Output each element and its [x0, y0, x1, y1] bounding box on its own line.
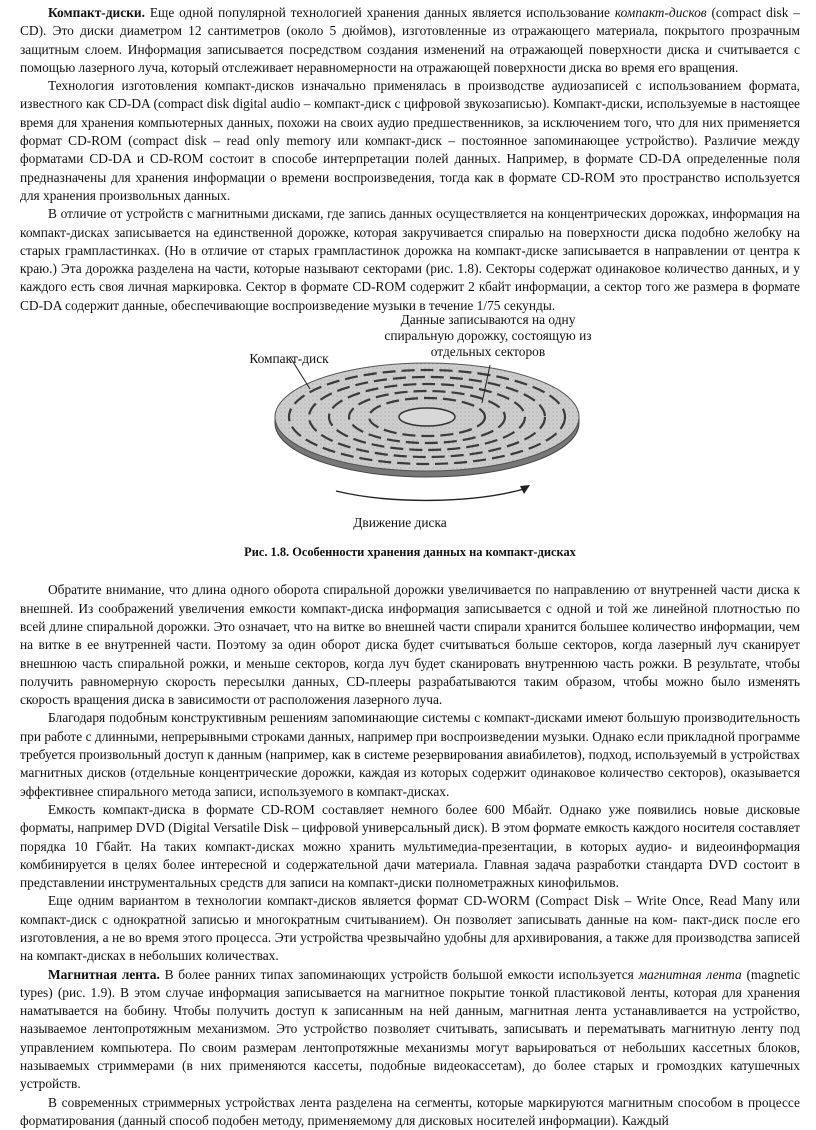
- paragraph-performance: Благодаря подобным конструктивным решениям запоминающие системы с компакт-дисками имеют большую производительность при работе с длинными, непрерывными строками данных, например при воспроизведении музыки. Однако если прикладной программе требуется произвольный доступ к данным (например, как в системе резервирования авиабилетов), подход, используемый в устройствах магнитных дисков (отдельные концентрические дорожки, каждая из которых содержит одинаковое количество секторов), оказывается эффективнее спирального метода записи, используемого в компакт-дисках.: [20, 710, 800, 799]
- term-magnetic-tape: магнитная лента: [638, 966, 742, 982]
- paragraph-cd-spiral-track: В отличие от устройств с магнитными дисками, где запись данных осуществляется на концентрических дорожках, информация на компакт-дисках записывается на единственной дорожке, которая закручивается спиралью на поверхности диска подобно желобку на старых грампластинках. (Но в отличие от старых грампластинок дорожка на компакт-диске записывается в направлении от центра к краю.) Эта дорожка разделена на части, которые называют секторами (рис. 1.8). Секторы содержат одинаковое количество данных, и у каждого есть своя личная маркировка. Сектор в формате CD-ROM содержит 2 кбайт информации, а сектор того же размера в формате CD-DA содержит данные, обеспечивающие воспроизведение музыки в течение 1/75 секунды.: [20, 206, 800, 313]
- term-compact-disks: компакт-дисков: [614, 5, 707, 20]
- document-page: [20, 4, 800, 1130]
- paragraph-cd-intro: Компакт-диски. Еще одной популярной технологией хранения данных является использование компакт-дисков (compact disk – CD). Это диски диаметром 12 сантиметров (около 5 дюймов), изготовленные из отражающего материала, покрытого прозрачным защитным слоем. Информация записывается посредством создания изменений на отражающей поверхности диска и считывается с помощью лазерного луча, который отслеживает неравномерности на отражающей поверхности диска во время его вращения.: [20, 5, 800, 75]
- figure-caption: Рис. 1.8. Особенности хранения данных на компакт-дисках: [244, 545, 576, 560]
- label-compact-disk: Компакт-диск: [249, 351, 329, 367]
- figure-cd-data-storage: [20, 312, 800, 543]
- paragraph-streamer: В современных стриммерных устройствах лента разделена на сегменты, которые маркируются магнитным способом в процессе форматирования (данный способ подобен методу, применяемому для дисковых носителей информации). Каждый: [20, 1094, 800, 1128]
- label-disk-motion: Движение диска: [353, 515, 447, 531]
- paragraph-cd-technology: Технология изготовления компакт-дисков изначально применялась в производстве аудиозаписей с использованием формата, известного как CD-DA (compact disk digital audio – компакт-диск с цифровой звукозаписью). Компакт-диски, используемые в настоящее время для хранения компьютерных данных, похожи на своих аудио предшественников, за исключением того, что для них применяется формат CD-ROM (compact disk – read only memory или компакт-диск – постоянное запоминающее устройство). Различие между форматами CD-DA и CD-ROM состоит в способе интерпретации полей данных. Например, в формате CD-DA определенные поля предназначены для хранения информации о времени воспроизведения, тогда как в формате CD-ROM это пространство используется для хранения произвольных данных.: [20, 78, 800, 203]
- paragraph-capacity: Емкость компакт-диска в формате CD-ROM составляет немного более 600 Мбайт. Однако уже появились новые дисковые форматы, например DVD (Digital Versatile Disk – цифровой универсальный диск). В этом формате емкость каждого носителя составляет порядка 10 Гбайт. На таких компакт-дисках можно хранить мультимедиа-презентации, в которых аудио- и видеоинформация комбинируется в целях более интересной и содержательной дачи материала. Главная задача разработки стандарта DVD состоит в представлении инструментальных средств для записи на компакт-диски полнометражных кинофильмов.: [20, 801, 800, 891]
- paragraph-track-length: Обратите внимание, что длина одного оборота спиральной дорожки увеличивается по направлению от внутренней части диска к внешней. Из соображений увеличения емкости компакт-диска информация записывается с одной и той же линейной плотностью по всей длине спиральной дорожки. Это означает, что на витке во внешней части спирали хранится большее количество информации, чем на витке в ее внутренней части. Поэтому за один оборот диска будет считываться больше секторов, когда лазерный луч сканирует внешнюю часть спиральной рожки, и меньше секторов, когда луч будет сканировать внутреннюю часть рожки. В результате, чтобы получить равномерную скорость пересылки данных, CD-плееры разрабатываются таким образом, чтобы можно было изменять скорость вращения диска в зависимости от расположения лазерного луча.: [20, 582, 800, 708]
- paragraph-cd-worm: Еще одним вариантом в технологии компакт-дисков является формат CD-WORM (Compact Disk – Write Once, Read Many или компакт-диск с однократной записью и многократным считыванием). Он позволяет записывать данные на ком- пакт-диск после его изготовления, а не во время этого процесса. Эти устройства чрезвычайно удобны для архивирования, а также для производства записей на компакт-дисках в небольших количествах.: [20, 893, 800, 964]
- heading-magnetic-tape: Магнитная лента.: [48, 966, 160, 982]
- motion-arrow: [336, 489, 524, 500]
- paragraph-magnetic-tape: Магнитная лента. В более ранних типах запоминающих устройств большой емкости используется магнитная лента (magnetic types) (рис. 1.9). В этом случае информация записывается на магнитное покрытие тонкой пластиковой ленты, которая для хранения наматывается на бобину. Чтобы получить доступ к записанным на ней данным, магнитная лента устанавливается на устройство, называемое лентопротяжным механизмом. Это устройство позволяет считывать, записывать и перематывать магнитную ленту под управлением компьютера. По своим размерам лентопротяжные механизмы могут варьироваться от небольших кассетных блоков, называемых стриммерами (в них применяются кассеты, подобные видеокассетам), до более старых и громоздких катушечных устройств.: [20, 966, 800, 1092]
- disk-center-hole: [399, 408, 455, 426]
- label-track-description: Данные записываются на одну спиральную дорожку, состоящую из отдельных секторов: [384, 312, 592, 360]
- heading-compact-disks: Компакт-диски.: [48, 5, 145, 20]
